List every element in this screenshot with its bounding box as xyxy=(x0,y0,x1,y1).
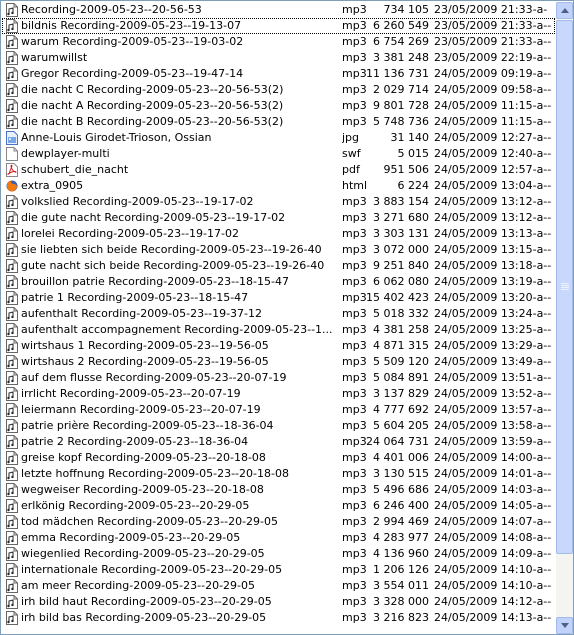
audio-file-icon xyxy=(6,307,18,321)
file-size: 951 506 xyxy=(383,163,429,176)
audio-file-icon xyxy=(6,99,18,113)
file-date: 24/05/2009 14:05-a-- xyxy=(434,499,552,512)
file-row[interactable] xyxy=(2,66,555,82)
file-name: internationale Recording-2009-05-23--20-29-05 xyxy=(21,563,283,576)
file-size: 3 328 000 xyxy=(373,595,429,608)
file-type: mp3 xyxy=(342,275,367,288)
file-row[interactable] xyxy=(2,322,555,338)
audio-file-icon xyxy=(6,595,18,609)
file-type: mp3 xyxy=(342,403,367,416)
file-type: mp3 xyxy=(342,307,367,320)
file-type: mp3 xyxy=(342,291,367,304)
file-row[interactable] xyxy=(2,194,555,210)
audio-file-icon xyxy=(6,355,18,369)
file-size: 5 015 xyxy=(397,147,429,160)
file-name: die nacht C Recording-2009-05-23--20-56-53(2) xyxy=(21,83,284,96)
file-date: 23/05/2009 21:33-a-- xyxy=(434,35,552,48)
file-name: Gregor Recording-2009-05-23--19-47-14 xyxy=(21,67,244,80)
file-size: 3 130 515 xyxy=(373,467,429,480)
file-row[interactable] xyxy=(2,18,555,34)
file-size: 3 554 011 xyxy=(373,579,429,592)
file-size: 3 216 823 xyxy=(373,611,429,624)
file-date: 24/05/2009 13:19-a-- xyxy=(434,275,552,288)
audio-file-icon xyxy=(6,371,18,385)
file-row[interactable] xyxy=(2,258,555,274)
grip-line xyxy=(561,283,569,284)
file-name: die nacht B Recording-2009-05-23--20-56-53(2) xyxy=(21,115,284,128)
file-type: mp3 xyxy=(342,115,367,128)
file-date: 24/05/2009 13:13-a-- xyxy=(434,227,552,240)
file-name: die nacht A Recording-2009-05-23--20-56-53(2) xyxy=(21,99,284,112)
file-date: 24/05/2009 13:24-a-- xyxy=(434,307,552,320)
file-name: patrie prière Recording-2009-05-23--18-36-04 xyxy=(21,419,274,432)
file-size: 6 754 269 xyxy=(373,35,429,48)
file-type: mp3 xyxy=(342,451,367,464)
file-row[interactable] xyxy=(2,354,555,370)
file-date: 24/05/2009 13:15-a-- xyxy=(434,243,552,256)
file-type: mp3 xyxy=(342,579,367,592)
file-size: 2 994 469 xyxy=(373,515,429,528)
audio-file-icon xyxy=(6,323,18,337)
file-size: 4 871 315 xyxy=(373,339,429,352)
grip-line xyxy=(561,285,569,286)
file-size: 31 140 xyxy=(390,131,429,144)
file-name: emma Recording-2009-05-23--20-29-05 xyxy=(21,531,241,544)
file-type: mp3 xyxy=(342,611,367,624)
file-row[interactable] xyxy=(2,130,555,146)
file-name: sie liebten sich beide Recording-2009-05-23--19-26-40 xyxy=(21,243,322,256)
audio-file-icon xyxy=(6,83,18,97)
file-date: 24/05/2009 14:01-a-- xyxy=(434,467,552,480)
file-row[interactable] xyxy=(2,242,555,258)
file-name: volkslied Recording-2009-05-23--19-17-02 xyxy=(21,195,254,208)
file-name: dewplayer-multi xyxy=(21,147,110,160)
audio-file-icon xyxy=(6,227,18,241)
file-row[interactable] xyxy=(2,210,555,226)
file-type: mp3 xyxy=(342,323,367,336)
file-date: 24/05/2009 14:09-a-- xyxy=(434,547,552,560)
file-type: mp3 xyxy=(342,243,367,256)
file-type: mp3 xyxy=(342,563,367,576)
file-size: 734 105 xyxy=(383,3,429,16)
audio-file-icon xyxy=(6,531,18,545)
file-row[interactable] xyxy=(2,530,555,546)
audio-file-icon xyxy=(6,51,18,65)
image-file-icon xyxy=(6,131,18,145)
file-row[interactable] xyxy=(2,482,555,498)
file-type: mp3 xyxy=(342,435,367,448)
file-row[interactable] xyxy=(2,338,555,354)
audio-file-icon xyxy=(6,291,18,305)
file-type: mp3 xyxy=(342,67,367,80)
audio-file-icon xyxy=(6,259,18,273)
file-type: mp3 xyxy=(342,195,367,208)
file-name: die gute nacht Recording-2009-05-23--19-17-02 xyxy=(21,211,286,224)
file-size: 24 064 731 xyxy=(366,435,429,448)
file-size: 3 271 680 xyxy=(373,211,429,224)
file-row[interactable] xyxy=(2,162,555,178)
file-row[interactable] xyxy=(2,370,555,386)
file-date: 24/05/2009 11:15-a-- xyxy=(434,99,552,112)
file-name: irrlicht Recording-2009-05-23--20-07-19 xyxy=(21,387,241,400)
file-name: irh bild bas Recording-2009-05-23--20-29-05 xyxy=(21,611,267,624)
audio-file-icon xyxy=(6,419,18,433)
file-type: mp3 xyxy=(342,595,367,608)
file-date: 23/05/2009 22:19-a-- xyxy=(434,51,552,64)
file-date: 24/05/2009 11:15-a-- xyxy=(434,115,552,128)
file-date: 24/05/2009 13:57-a-- xyxy=(434,403,552,416)
audio-file-icon xyxy=(6,3,18,17)
file-size: 3 381 248 xyxy=(373,51,429,64)
file-type: pdf xyxy=(342,163,360,176)
file-date: 24/05/2009 14:07-a-- xyxy=(434,515,552,528)
audio-file-icon xyxy=(6,211,18,225)
audio-file-icon xyxy=(6,35,18,49)
file-date: 24/05/2009 12:40-a-- xyxy=(434,147,552,160)
file-row[interactable] xyxy=(2,418,555,434)
file-row[interactable] xyxy=(2,34,555,50)
file-type: mp3 xyxy=(342,371,367,384)
file-size: 5 496 686 xyxy=(373,483,429,496)
audio-file-icon xyxy=(6,547,18,561)
file-date: 24/05/2009 14:10-a-- xyxy=(434,563,552,576)
file-row[interactable] xyxy=(2,50,555,66)
file-row[interactable] xyxy=(2,402,555,418)
file-type: mp3 xyxy=(342,339,367,352)
file-date: 24/05/2009 14:03-a-- xyxy=(434,483,552,496)
file-size: 2 029 714 xyxy=(373,83,429,96)
file-name: leiermann Recording-2009-05-23--20-07-19 xyxy=(21,403,261,416)
file-name: irh bild haut Recording-2009-05-23--20-29-05 xyxy=(21,595,272,608)
file-row[interactable] xyxy=(2,82,555,98)
vertical-scrollbar[interactable] xyxy=(556,2,573,634)
file-row[interactable] xyxy=(2,98,555,114)
file-name: letzte hoffnung Recording-2009-05-23--20-18-08 xyxy=(21,467,289,480)
file-date: 24/05/2009 13:04-a-- xyxy=(434,179,552,192)
file-size: 5 509 120 xyxy=(373,355,429,368)
file-date: 24/05/2009 13:51-a-- xyxy=(434,371,552,384)
audio-file-icon xyxy=(6,339,18,353)
file-size: 9 801 728 xyxy=(373,99,429,112)
file-type: jpg xyxy=(342,131,360,144)
file-type: mp3 xyxy=(342,355,367,368)
file-date: 24/05/2009 13:49-a-- xyxy=(434,355,552,368)
file-name: schubert_die_nacht xyxy=(21,163,129,176)
file-size: 6 246 400 xyxy=(373,499,429,512)
file-name: wirtshaus 1 Recording-2009-05-23--19-56-05 xyxy=(21,339,269,352)
file-name: wegweiser Recording-2009-05-23--20-18-08 xyxy=(21,483,264,496)
audio-file-icon xyxy=(6,275,18,289)
scroll-up-button[interactable] xyxy=(556,2,573,19)
file-name: warum Recording-2009-05-23--19-03-02 xyxy=(21,35,244,48)
file-type: mp3 xyxy=(342,99,367,112)
file-type: mp3 xyxy=(342,467,367,480)
file-type: mp3 xyxy=(342,3,367,16)
file-date: 24/05/2009 14:10-a-- xyxy=(434,579,552,592)
file-size: 3 137 829 xyxy=(373,387,429,400)
file-row[interactable] xyxy=(2,514,555,530)
file-date: 24/05/2009 13:12-a-- xyxy=(434,211,552,224)
file-type: mp3 xyxy=(342,419,367,432)
scrollbar-thumb[interactable] xyxy=(556,20,573,554)
file-date: 24/05/2009 13:20-a-- xyxy=(434,291,552,304)
file-row[interactable] xyxy=(2,466,555,482)
file-row[interactable] xyxy=(2,2,555,18)
file-size: 11 136 731 xyxy=(366,67,429,80)
file-row[interactable] xyxy=(2,450,555,466)
file-name: auf dem flusse Recording-2009-05-23--20-07-19 xyxy=(21,371,287,384)
file-size: 15 402 423 xyxy=(366,291,429,304)
file-row[interactable] xyxy=(2,562,555,578)
firefox-icon xyxy=(6,179,18,193)
file-type: mp3 xyxy=(342,547,367,560)
file-list[interactable] xyxy=(2,2,555,634)
file-name: extra_0905 xyxy=(21,179,84,192)
file-row[interactable] xyxy=(2,434,555,450)
file-name: greise kopf Recording-2009-05-23--20-18-08 xyxy=(21,451,266,464)
audio-file-icon xyxy=(6,243,18,257)
audio-file-icon xyxy=(6,403,18,417)
file-row[interactable] xyxy=(2,146,555,162)
file-date: 24/05/2009 12:27-a-- xyxy=(434,131,552,144)
file-size: 9 251 840 xyxy=(373,259,429,272)
file-date: 24/05/2009 13:12-a-- xyxy=(434,195,552,208)
file-row[interactable] xyxy=(2,114,555,130)
file-row[interactable] xyxy=(2,178,555,194)
file-size: 4 777 692 xyxy=(373,403,429,416)
blank-file-icon xyxy=(6,147,18,161)
file-size: 5 018 332 xyxy=(373,307,429,320)
file-name: aufenthalt accompagnement Recording-2009-05-23--1... xyxy=(21,323,333,336)
file-name: patrie 2 Recording-2009-05-23--18-36-04 xyxy=(21,435,249,448)
file-row[interactable] xyxy=(2,546,555,562)
file-name: wirtshaus 2 Recording-2009-05-23--19-56-05 xyxy=(21,355,269,368)
audio-file-icon xyxy=(6,115,18,129)
file-type: mp3 xyxy=(342,531,367,544)
file-size: 6 260 549 xyxy=(373,19,429,32)
file-date: 24/05/2009 14:00-a-- xyxy=(434,451,552,464)
file-name: brouillon patrie Recording-2009-05-23--18-15-47 xyxy=(21,275,289,288)
file-type: mp3 xyxy=(342,211,367,224)
audio-file-icon xyxy=(6,19,18,33)
file-name: wiegenlied Recording-2009-05-23--20-29-05 xyxy=(21,547,265,560)
audio-file-icon xyxy=(6,483,18,497)
file-date: 24/05/2009 09:19-a-- xyxy=(434,67,552,80)
audio-file-icon xyxy=(6,579,18,593)
file-date: 24/05/2009 13:25-a-- xyxy=(434,323,552,336)
file-type: mp3 xyxy=(342,387,367,400)
file-date: 23/05/2009 21:33-a-- xyxy=(434,19,552,32)
file-row[interactable] xyxy=(2,594,555,610)
file-date: 24/05/2009 14:13-a-- xyxy=(434,611,552,624)
audio-file-icon xyxy=(6,515,18,529)
file-name: patrie 1 Recording-2009-05-23--18-15-47 xyxy=(21,291,249,304)
grip-line xyxy=(561,287,569,288)
audio-file-icon xyxy=(6,195,18,209)
file-type: mp3 xyxy=(342,515,367,528)
file-size: 3 883 154 xyxy=(373,195,429,208)
file-type: mp3 xyxy=(342,83,367,96)
file-type: mp3 xyxy=(342,259,367,272)
file-date: 23/05/2009 21:33-a- xyxy=(434,3,548,16)
file-size: 4 136 960 xyxy=(373,547,429,560)
file-row[interactable] xyxy=(2,578,555,594)
file-date: 24/05/2009 09:58-a-- xyxy=(434,83,552,96)
file-name: aufenthalt Recording-2009-05-23--19-37-12 xyxy=(21,307,262,320)
file-row[interactable] xyxy=(2,498,555,514)
audio-file-icon xyxy=(6,563,18,577)
file-size: 4 381 258 xyxy=(373,323,429,336)
file-row[interactable] xyxy=(2,290,555,306)
file-type: mp3 xyxy=(342,35,367,48)
file-size: 4 401 006 xyxy=(373,451,429,464)
file-name: tod mädchen Recording-2009-05-23--20-29-05 xyxy=(21,515,278,528)
file-size: 6 062 080 xyxy=(373,275,429,288)
file-row[interactable] xyxy=(2,306,555,322)
file-date: 24/05/2009 13:18-a-- xyxy=(434,259,552,272)
file-name: warumwillst xyxy=(21,51,88,64)
arrow-up-icon xyxy=(561,8,569,13)
file-type: mp3 xyxy=(342,19,367,32)
file-date: 24/05/2009 13:59-a-- xyxy=(434,435,552,448)
file-date: 24/05/2009 13:58-a-- xyxy=(434,419,552,432)
file-type: mp3 xyxy=(342,483,367,496)
file-date: 24/05/2009 12:57-a-- xyxy=(434,163,552,176)
file-size: 4 283 977 xyxy=(373,531,429,544)
file-name: lorelei Recording-2009-05-23--19-17-02 xyxy=(21,227,239,240)
file-type: html xyxy=(342,179,368,192)
file-type: mp3 xyxy=(342,51,367,64)
file-date: 24/05/2009 14:08-a-- xyxy=(434,531,552,544)
file-type: swf xyxy=(342,147,361,160)
file-size: 5 604 205 xyxy=(373,419,429,432)
audio-file-icon xyxy=(6,499,18,513)
file-name: gute nacht sich beide Recording-2009-05-23--19-26-40 xyxy=(21,259,325,272)
file-size: 5 748 736 xyxy=(373,115,429,128)
file-size: 5 084 891 xyxy=(373,371,429,384)
audio-file-icon xyxy=(6,611,18,625)
file-size: 3 072 000 xyxy=(373,243,429,256)
file-type: mp3 xyxy=(342,227,367,240)
file-date: 24/05/2009 14:12-a-- xyxy=(434,595,552,608)
file-name: bildnis Recording-2009-05-23--19-13-07 xyxy=(21,19,242,32)
file-type: mp3 xyxy=(342,499,367,512)
file-row[interactable] xyxy=(2,226,555,242)
file-name: am meer Recording-2009-05-23--20-29-05 xyxy=(21,579,256,592)
file-row[interactable] xyxy=(2,386,555,402)
file-row[interactable] xyxy=(2,274,555,290)
file-size: 3 303 131 xyxy=(373,227,429,240)
audio-file-icon xyxy=(6,435,18,449)
file-date: 24/05/2009 13:29-a-- xyxy=(434,339,552,352)
audio-file-icon xyxy=(6,451,18,465)
grip-line xyxy=(561,289,569,290)
file-size: 6 224 xyxy=(397,179,429,192)
file-row[interactable] xyxy=(2,610,555,626)
file-date: 24/05/2009 13:52-a-- xyxy=(434,387,552,400)
pdf-file-icon xyxy=(6,163,18,177)
file-name: Anne-Louis Girodet-Trioson, Ossian xyxy=(21,131,212,144)
scroll-down-button[interactable] xyxy=(556,617,573,634)
file-name: erlkönig Recording-2009-05-23--20-29-05 xyxy=(21,499,250,512)
audio-file-icon xyxy=(6,67,18,81)
audio-file-icon xyxy=(6,467,18,481)
audio-file-icon xyxy=(6,387,18,401)
arrow-down-icon xyxy=(561,623,569,628)
file-name: Recording-2009-05-23--20-56-53 xyxy=(21,3,202,16)
file-size: 1 206 126 xyxy=(373,563,429,576)
